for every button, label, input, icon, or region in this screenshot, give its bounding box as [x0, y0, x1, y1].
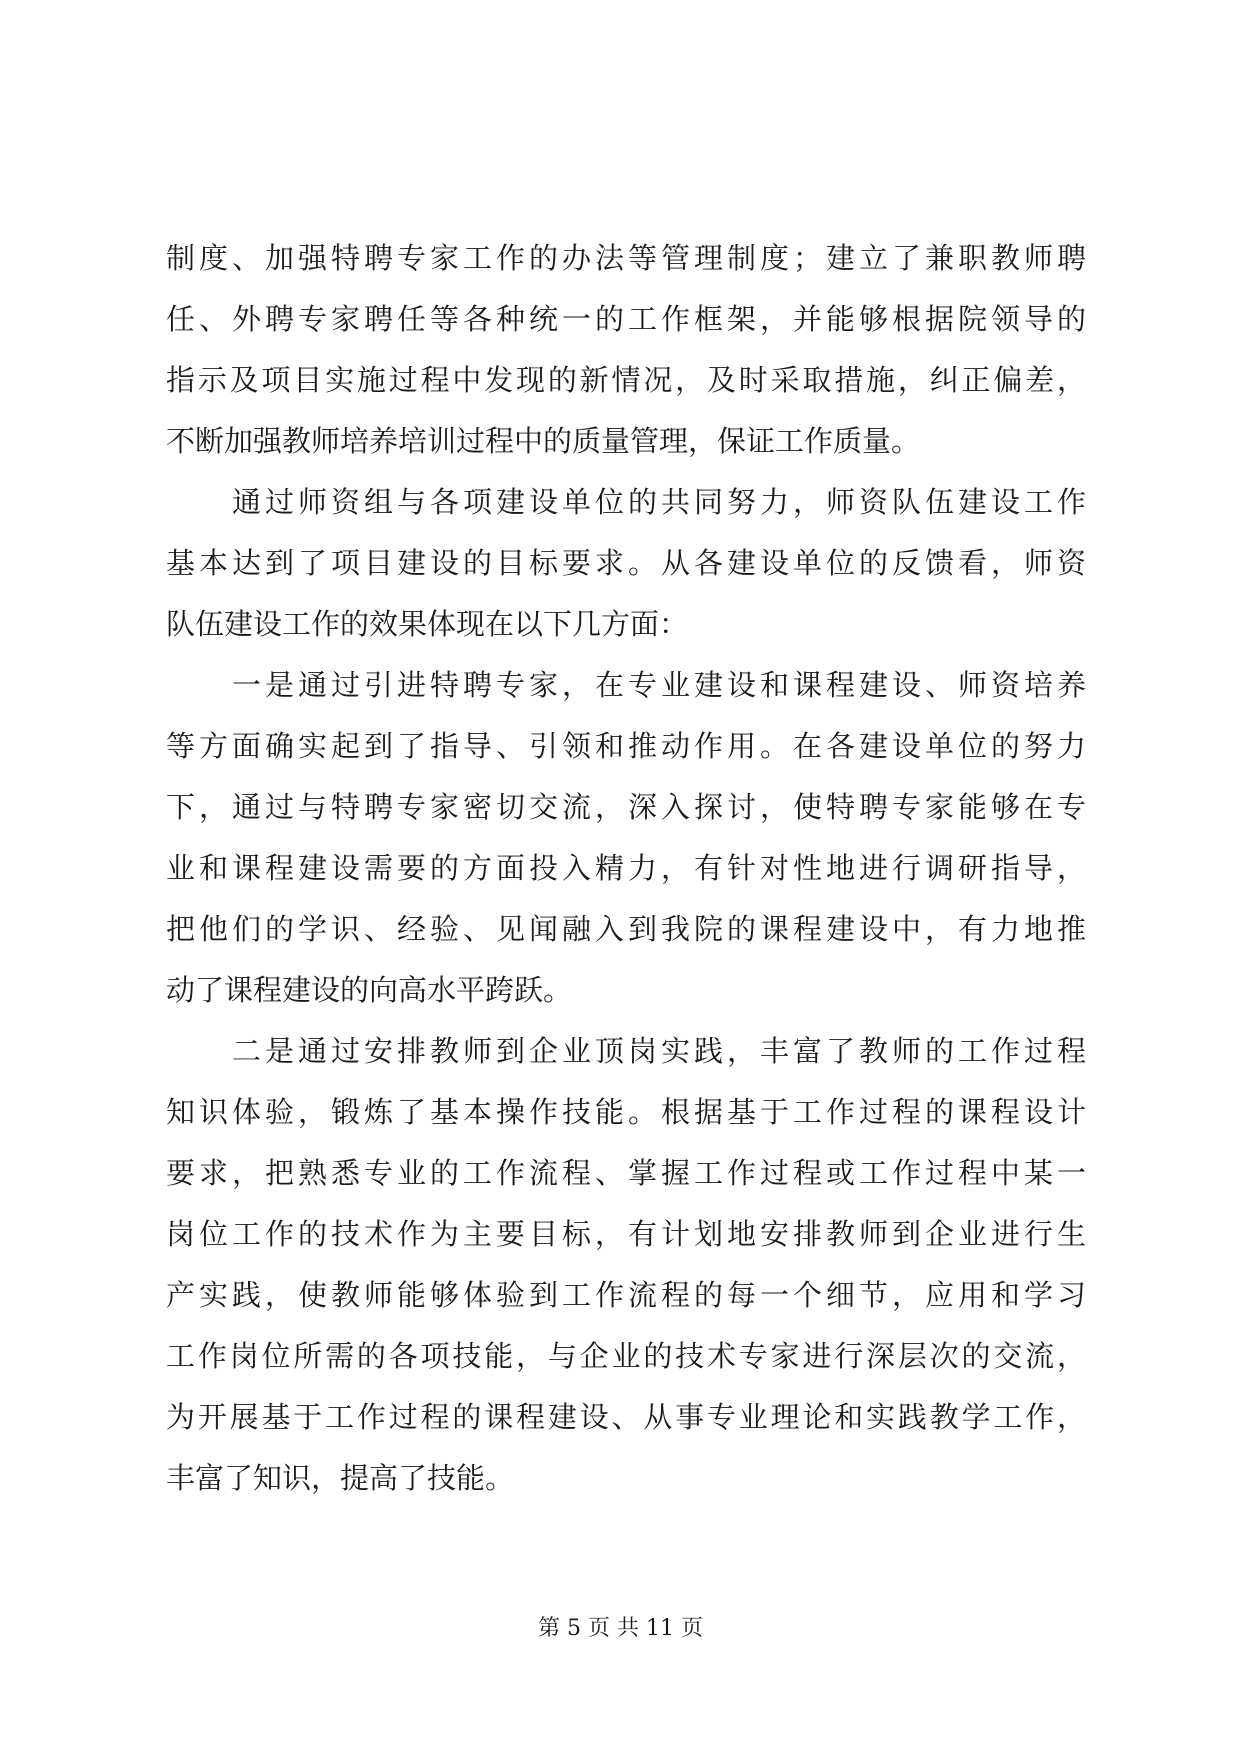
- paragraph-point-one: [166, 655, 1086, 1021]
- text-line: 下，通过与特聘专家密切交流，深入探讨，使特聘专家能够在专: [166, 790, 1086, 824]
- text-line: 不断加强教师培养培训过程中的质量管理，保证工作质量。: [166, 424, 921, 458]
- text-line: 等方面确实起到了指导、引领和推动作用。在各建设单位的努力: [166, 729, 1086, 763]
- text-line: 要求，把熟悉专业的工作流程、掌握工作过程或工作过程中某一: [166, 1156, 1086, 1190]
- text-line: 业和课程建设需要的方面投入精力，有针对性地进行调研指导，: [166, 851, 1086, 885]
- text-line: 把他们的学识、经验、见闻融入到我院的课程建设中，有力地推: [166, 912, 1086, 946]
- text-line: 工作岗位所需的各项技能，与企业的技术专家进行深层次的交流，: [166, 1339, 1086, 1373]
- text-line: 产实践，使教师能够体验到工作流程的每一个细节，应用和学习: [166, 1278, 1086, 1312]
- document-body: [166, 228, 1086, 1509]
- text-line: 指示及项目实施过程中发现的新情况，及时采取措施，纠正偏差，: [166, 363, 1086, 397]
- paragraph-point-two: [166, 1021, 1086, 1509]
- paragraph-summary: [166, 472, 1086, 655]
- text-line: 动了课程建设的向高水平跨跃。: [166, 973, 573, 1007]
- text-line: 任、外聘专家聘任等各种统一的工作框架，并能够根据院领导的: [166, 302, 1086, 336]
- text-line: 知识体验，锻炼了基本操作技能。根据基于工作过程的课程设计: [166, 1095, 1086, 1129]
- text-line: 为开展基于工作过程的课程建设、从事专业理论和实践教学工作，: [166, 1400, 1086, 1434]
- text-line: 岗位工作的技术作为主要目标，有计划地安排教师到企业进行生: [166, 1217, 1086, 1251]
- text-line: 一是通过引进特聘专家，在专业建设和课程建设、师资培养: [232, 668, 1086, 702]
- text-line: 通过师资组与各项建设单位的共同努力，师资队伍建设工作: [232, 485, 1086, 519]
- text-line: 制度、加强特聘专家工作的办法等管理制度；建立了兼职教师聘: [166, 241, 1086, 275]
- page-number-footer: 第 5 页 共 11 页: [538, 1616, 703, 1641]
- text-line: 二是通过安排教师到企业顶岗实践，丰富了教师的工作过程: [232, 1034, 1086, 1068]
- text-line: 基本达到了项目建设的目标要求。从各建设单位的反馈看，师资: [166, 546, 1086, 580]
- paragraph-continuation: [166, 228, 1086, 472]
- text-line: 丰富了知识，提高了技能。: [166, 1461, 515, 1495]
- text-line: 队伍建设工作的效果体现在以下几方面：: [166, 607, 689, 641]
